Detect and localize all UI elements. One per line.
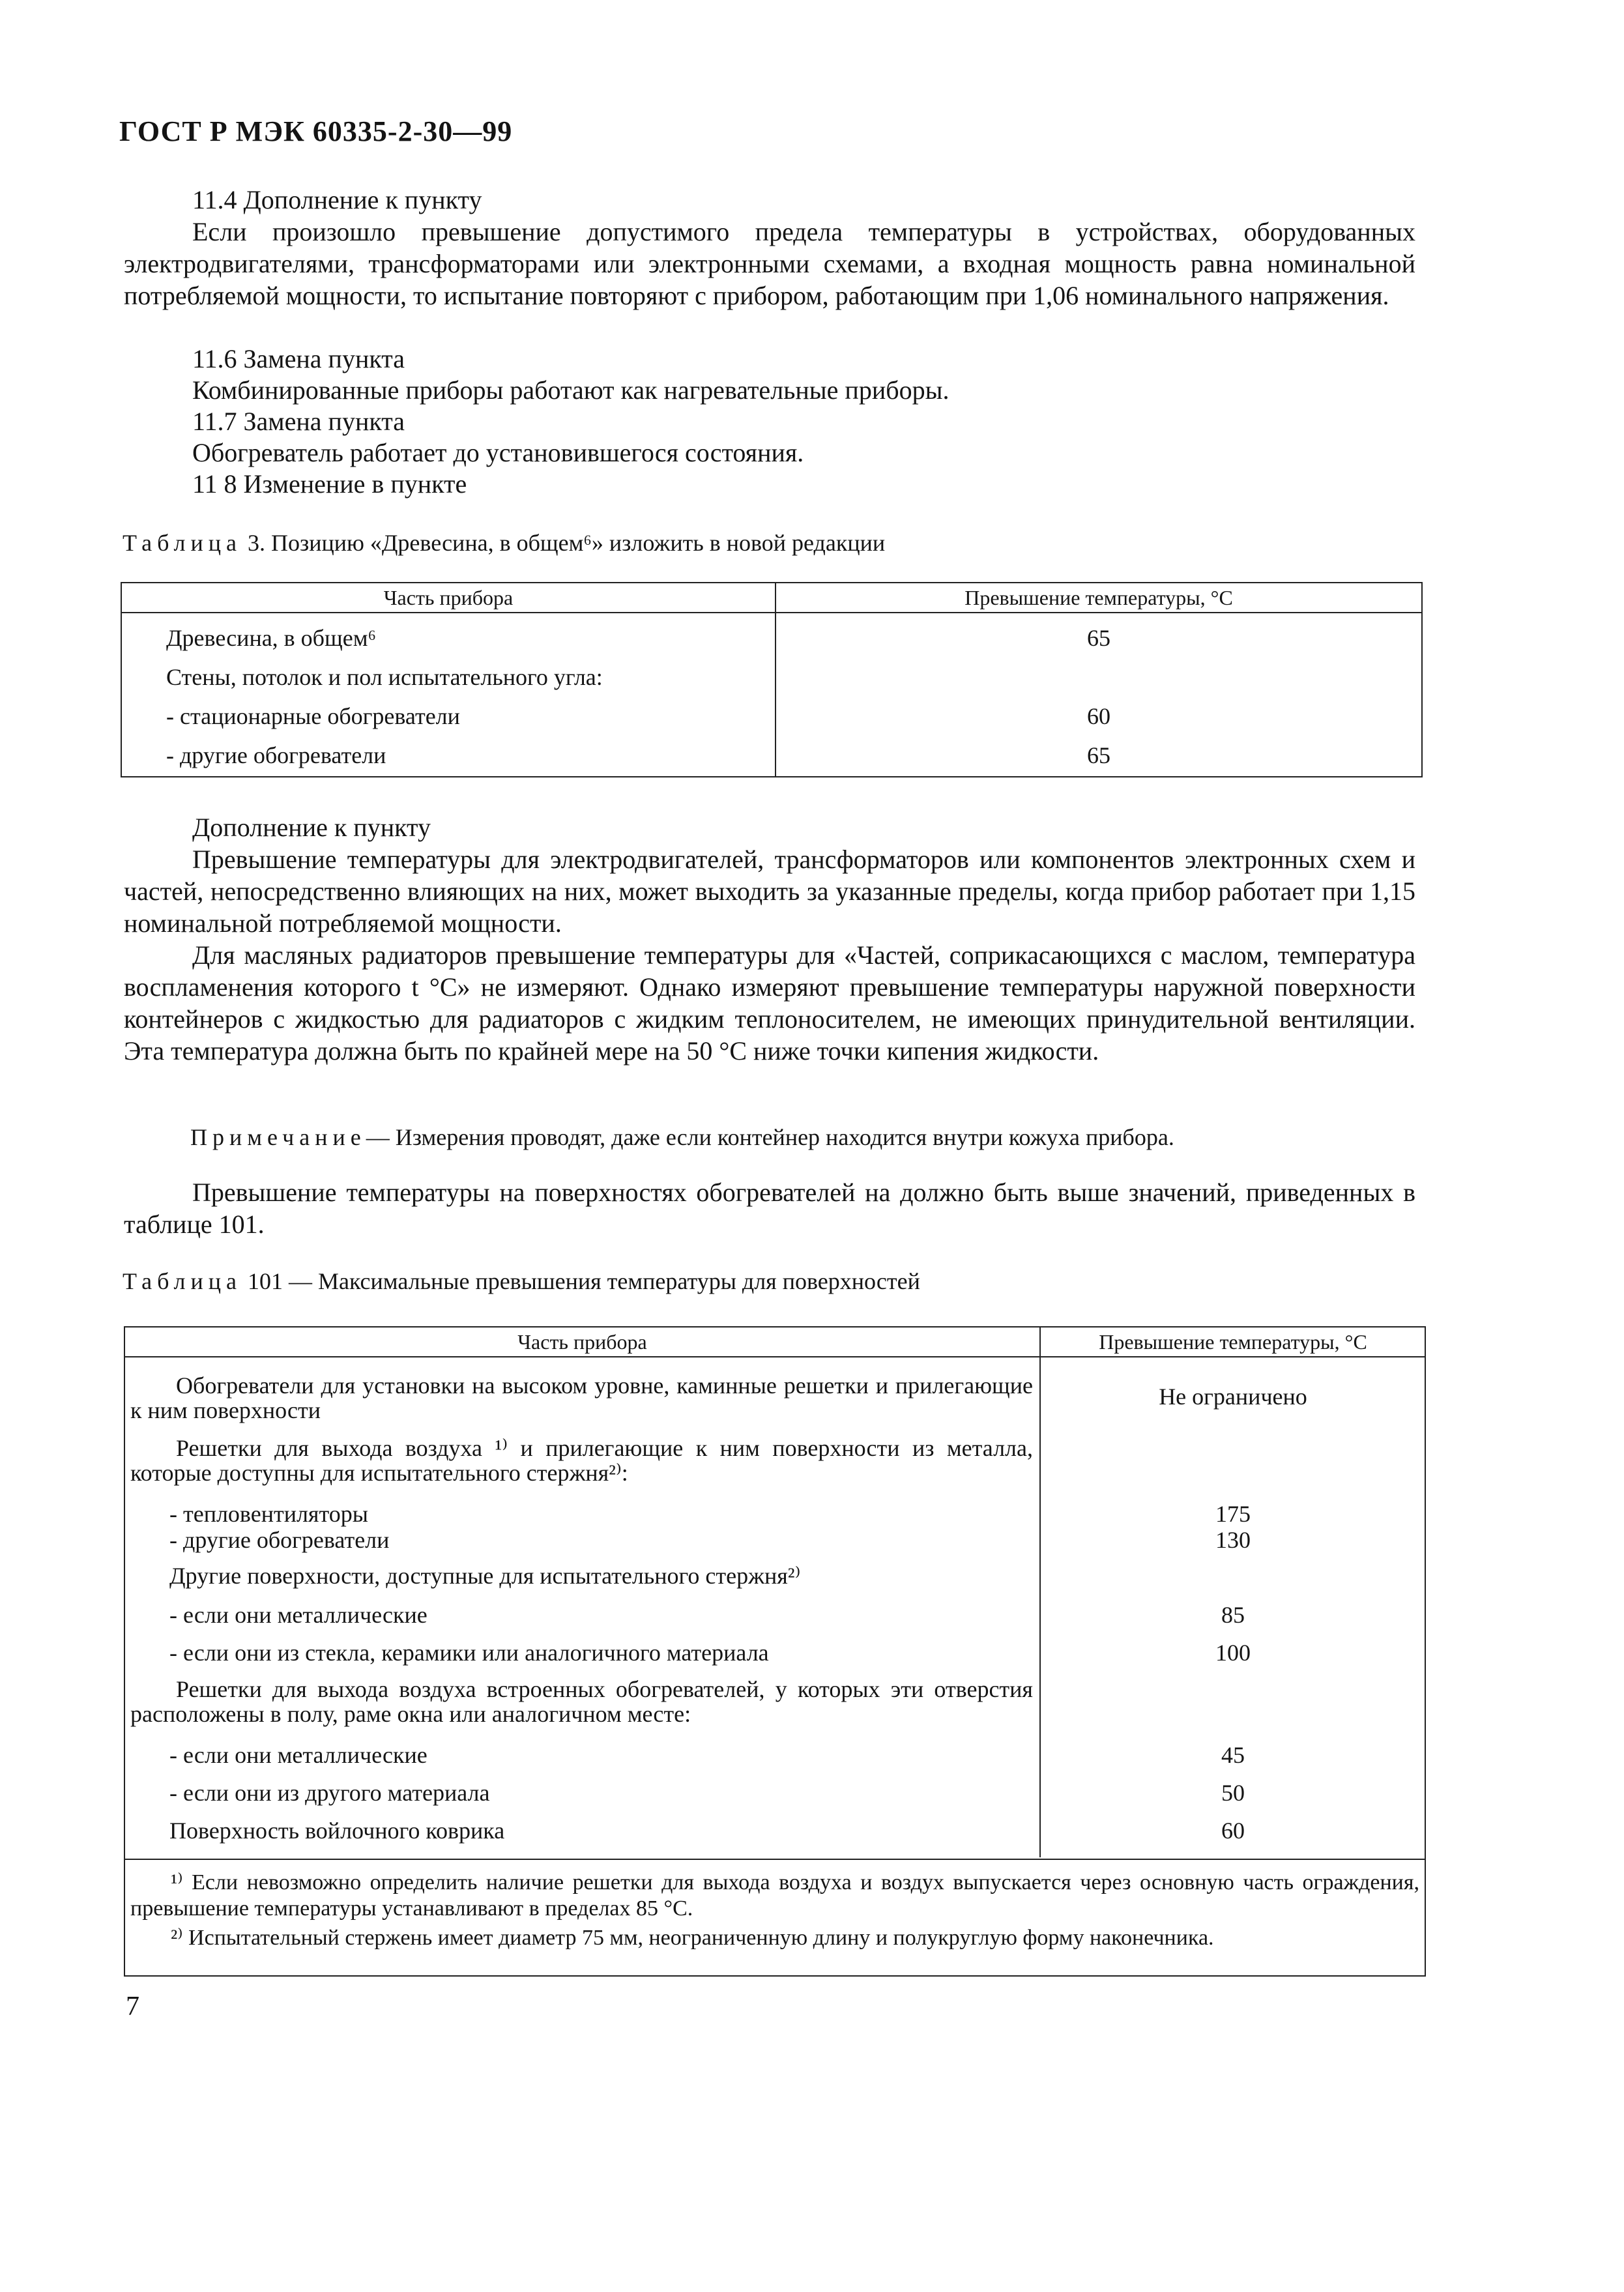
table-3-row-part: - стационарные обогреватели bbox=[166, 703, 460, 729]
table-101-row-value: 60 bbox=[1221, 1818, 1245, 1844]
table-101-row-part: Решетки для выхода воздуха ¹⁾ и прилегающие к ним поверхности из металла, которые доступны для испытательного стержня²⁾: bbox=[130, 1435, 1033, 1486]
addition-note bbox=[190, 1124, 1174, 1151]
table-101-caption-prefix: Таблица bbox=[123, 1268, 242, 1294]
table-101-row-part: Поверхность войлочного коврика bbox=[169, 1818, 505, 1844]
table-101-row-part: - если они из другого материала bbox=[169, 1780, 490, 1806]
table-3 bbox=[121, 582, 1423, 777]
table-101-row-part: - если они металлические bbox=[169, 1742, 428, 1768]
table-3-row-value: 65 bbox=[1087, 625, 1110, 651]
table-101-row-value: 50 bbox=[1221, 1780, 1245, 1806]
addition-paragraph-2: Для масляных радиаторов превышение температуры для «Частей, соприкасающихся с маслом, температура воспламенения которого t °С» не измеряют. Однако измеряют превышение температуры наружной поверхности контейнеров с жидкостью для радиаторов с жидким теплоносителем, не имеющих принудительной вентиляции. Эта температура должна быть по крайней мере на 50 °С ниже точки кипения жидкости. bbox=[124, 940, 1415, 1066]
table-3-caption bbox=[123, 529, 885, 557]
section-11-6-text: Комбинированные приборы работают как нагревательные приборы. bbox=[192, 375, 950, 405]
addition-title: Дополнение к пункту bbox=[192, 813, 431, 842]
table-101 bbox=[124, 1326, 1426, 1977]
table-3-row-part: - другие обогреватели bbox=[166, 742, 386, 768]
addition-paragraph-1: Превышение температуры для электродвигателей, трансформаторов или компонентов электронных схем и частей, непосредственно влияющих на них, может выходить за указанные пределы, когда прибор работает при 1,15 номинальной потребляемой мощности. bbox=[124, 845, 1415, 938]
table-3-header-part: Часть прибора bbox=[383, 586, 514, 609]
table-101-footnote-2: ²⁾ Испытательный стержень имеет диаметр 75 мм, неограниченную длину и полукруглую форму наконечника. bbox=[171, 1926, 1214, 1950]
table-3-caption-prefix: Таблица bbox=[123, 530, 242, 556]
table-101-caption bbox=[123, 1268, 920, 1295]
section-11-4-title: 11.4 Дополнение к пункту bbox=[192, 185, 482, 214]
table-101-row-value: Не ограничено bbox=[1159, 1384, 1307, 1410]
table-3-row-value: 60 bbox=[1087, 703, 1110, 729]
table-101-row-part: - если они из стекла, керамики или аналогичного материала bbox=[169, 1640, 769, 1666]
table-101-row-value: 175 bbox=[1215, 1501, 1251, 1527]
table-3-row-value: 65 bbox=[1087, 742, 1110, 768]
addition-note-text: — Измерения проводят, даже если контейнер находится внутри кожуха прибора. bbox=[366, 1124, 1174, 1150]
section-11-6-title: 11.6 Замена пункта bbox=[192, 344, 405, 373]
table-101-row-value: 130 bbox=[1215, 1527, 1251, 1553]
table-101-caption-text: 101 — Максимальные превышения температуры для поверхностей bbox=[247, 1268, 920, 1294]
table-3-header-temp: Превышение температуры, °С bbox=[964, 586, 1233, 609]
section-11-4-text: Если произошло превышение допустимого предела температуры в устройствах, оборудованных электродвигателями, трансформаторами или электронными схемами, а входная мощность равна номинальной потребляемой мощности, то испытание повторяют с прибором, работающим при 1,06 номинального напряжения. bbox=[124, 217, 1415, 310]
section-11-8-title: 11 8 Изменение в пункте bbox=[192, 469, 467, 499]
table-3-caption-text: 3. Позицию «Древесина, в общем⁶» изложить в новой редакции bbox=[247, 530, 886, 556]
table-101-row-value: 85 bbox=[1221, 1602, 1245, 1628]
table-101-header-part: Часть прибора bbox=[517, 1330, 647, 1354]
addition-note-prefix: Примечание bbox=[190, 1124, 366, 1150]
section-11-7-text: Обогреватель работает до установившегося состояния. bbox=[192, 438, 804, 467]
section-11-7-title: 11.7 Замена пункта bbox=[192, 407, 405, 436]
table-101-row-part: Решетки для выхода воздуха встроенных обогревателей, у которых эти отверстия расположены в полу, раме окна или аналогичном месте: bbox=[130, 1676, 1033, 1727]
page-number: 7 bbox=[126, 1992, 139, 2022]
table-101-footnote-1: ¹⁾ Если невозможно определить наличие решетки для выхода воздуха и воздух выпускается через основную часть ограждения, превышение температуры устанавливают в пределах 85 °С. bbox=[130, 1870, 1419, 1921]
document-header: ГОСТ Р МЭК 60335-2-30—99 bbox=[119, 115, 513, 147]
table-101-row-part: - тепловентиляторы bbox=[169, 1501, 368, 1527]
table-101-row-part: Другие поверхности, доступные для испытательного стержня²⁾ bbox=[169, 1563, 801, 1589]
table-3-row-part: Стены, потолок и пол испытательного угла: bbox=[166, 664, 603, 690]
table-3-row-part: Древесина, в общем⁶ bbox=[166, 625, 377, 651]
table-101-header-temp: Превышение температуры, °С bbox=[1099, 1330, 1367, 1354]
table-101-row-part: - другие обогреватели bbox=[169, 1527, 390, 1553]
table-101-row-value: 45 bbox=[1221, 1742, 1245, 1768]
table-101-row-part: - если они металлические bbox=[169, 1602, 428, 1628]
table-101-row-part: Обогреватели для установки на высоком уровне, каминные решетки и прилегающие к ним поверхности bbox=[130, 1372, 1033, 1423]
addition-paragraph-3: Превышение температуры на поверхностях обогревателей на должно быть выше значений, приведенных в таблице 101. bbox=[124, 1178, 1415, 1239]
table-101-row-value: 100 bbox=[1215, 1640, 1251, 1666]
